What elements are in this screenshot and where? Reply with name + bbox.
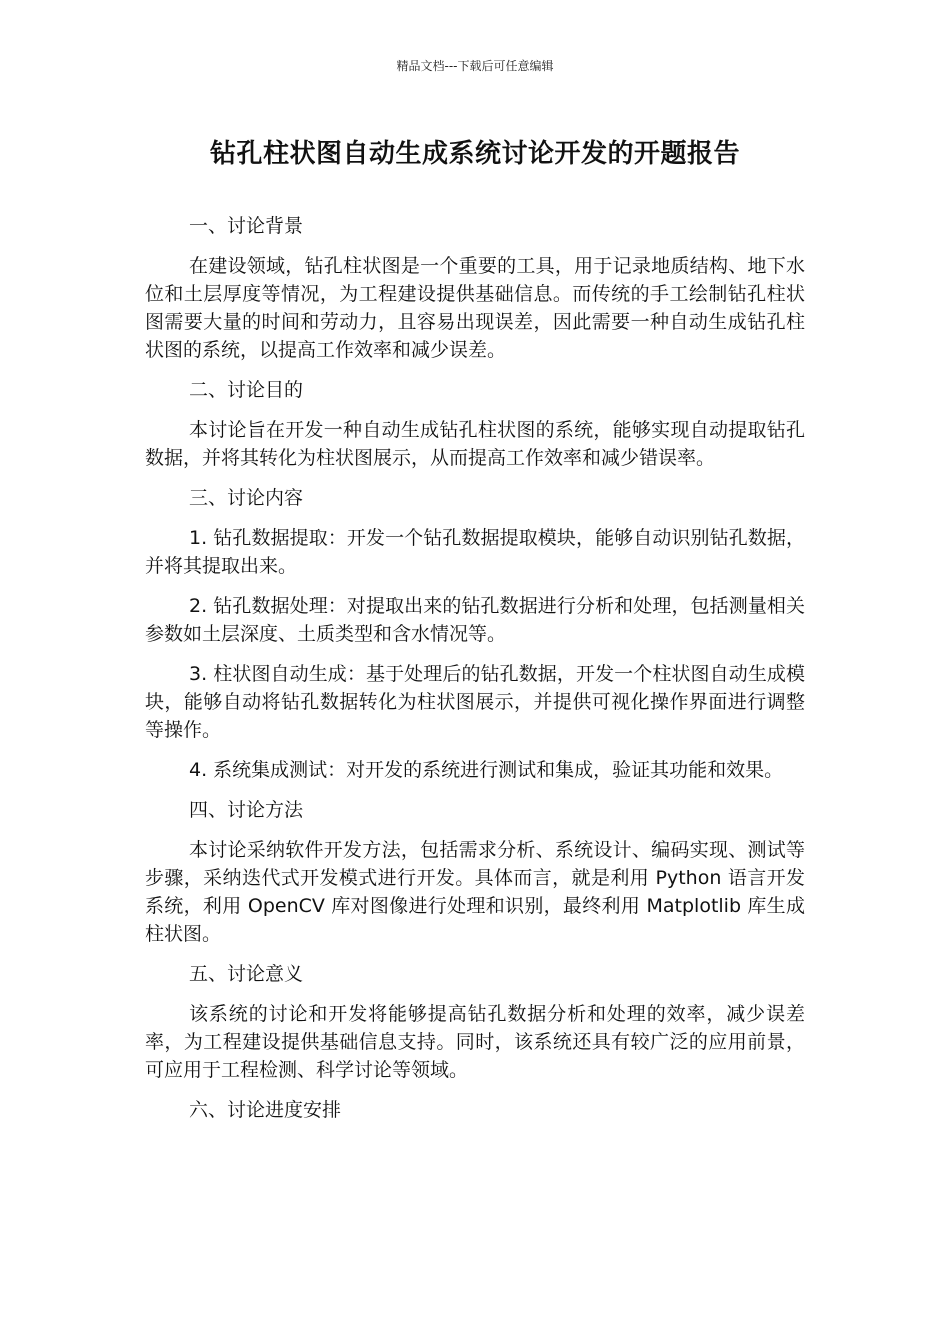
paragraph: 本讨论采纳软件开发方法，包括需求分析、系统设计、编码实现、测试等步骤，采纳迭代式开发模式进行开发。具体而言，就是利用 Python 语言开发系统，利用 OpenCV 库对图像进行处理和识别，最终利用 Matplotlib 库生成柱状图。 bbox=[145, 839, 805, 945]
section-significance bbox=[145, 960, 805, 1084]
section-heading: 三、讨论内容 bbox=[189, 487, 304, 509]
document-body bbox=[145, 212, 805, 1136]
section-heading: 一、讨论背景 bbox=[189, 215, 304, 237]
section-schedule bbox=[145, 1096, 805, 1124]
section-heading: 五、讨论意义 bbox=[189, 963, 304, 985]
section-heading: 四、讨论方法 bbox=[189, 799, 304, 821]
paragraph: 本讨论旨在开发一种自动生成钻孔柱状图的系统，能够实现自动提取钻孔数据，并将其转化为柱状图展示，从而提高工作效率和减少错误率。 bbox=[145, 419, 805, 469]
section-method bbox=[145, 796, 805, 948]
header-note: 精品文档---下载后可任意编辑 bbox=[396, 59, 554, 73]
document-title: 钻孔柱状图自动生成系统讨论开发的开题报告 bbox=[209, 139, 740, 169]
paragraph: 在建设领域，钻孔柱状图是一个重要的工具，用于记录地质结构、地下水位和土层厚度等情况，为工程建设提供基础信息。而传统的手工绘制钻孔柱状图需要大量的时间和劳动力，且容易出现误差，因此需要一种自动生成钻孔柱状图的系统，以提高工作效率和减少误差。 bbox=[145, 255, 805, 361]
section-heading: 二、讨论目的 bbox=[189, 379, 304, 401]
section-content bbox=[145, 484, 805, 784]
list-item-chart-generation: 3. 柱状图自动生成：基于处理后的钻孔数据，开发一个柱状图自动生成模块，能够自动将钻孔数据转化为柱状图展示，并提供可视化操作界面进行调整等操作。 bbox=[145, 663, 805, 741]
list-item-data-processing: 2. 钻孔数据处理：对提取出来的钻孔数据进行分析和处理，包括测量相关参数如土层深度、土质类型和含水情况等。 bbox=[145, 595, 805, 645]
list-item-data-extraction: 1. 钻孔数据提取：开发一个钻孔数据提取模块，能够自动识别钻孔数据，并将其提取出来。 bbox=[145, 527, 805, 577]
list-item-integration-testing: 4. 系统集成测试：对开发的系统进行测试和集成，验证其功能和效果。 bbox=[189, 759, 784, 781]
section-background bbox=[145, 212, 805, 364]
paragraph: 该系统的讨论和开发将能够提高钻孔数据分析和处理的效率，减少误差率，为工程建设提供基础信息支持。同时，该系统还具有较广泛的应用前景，可应用于工程检测、科学讨论等领域。 bbox=[145, 1003, 805, 1081]
section-purpose bbox=[145, 376, 805, 472]
section-heading: 六、讨论进度安排 bbox=[189, 1099, 342, 1121]
